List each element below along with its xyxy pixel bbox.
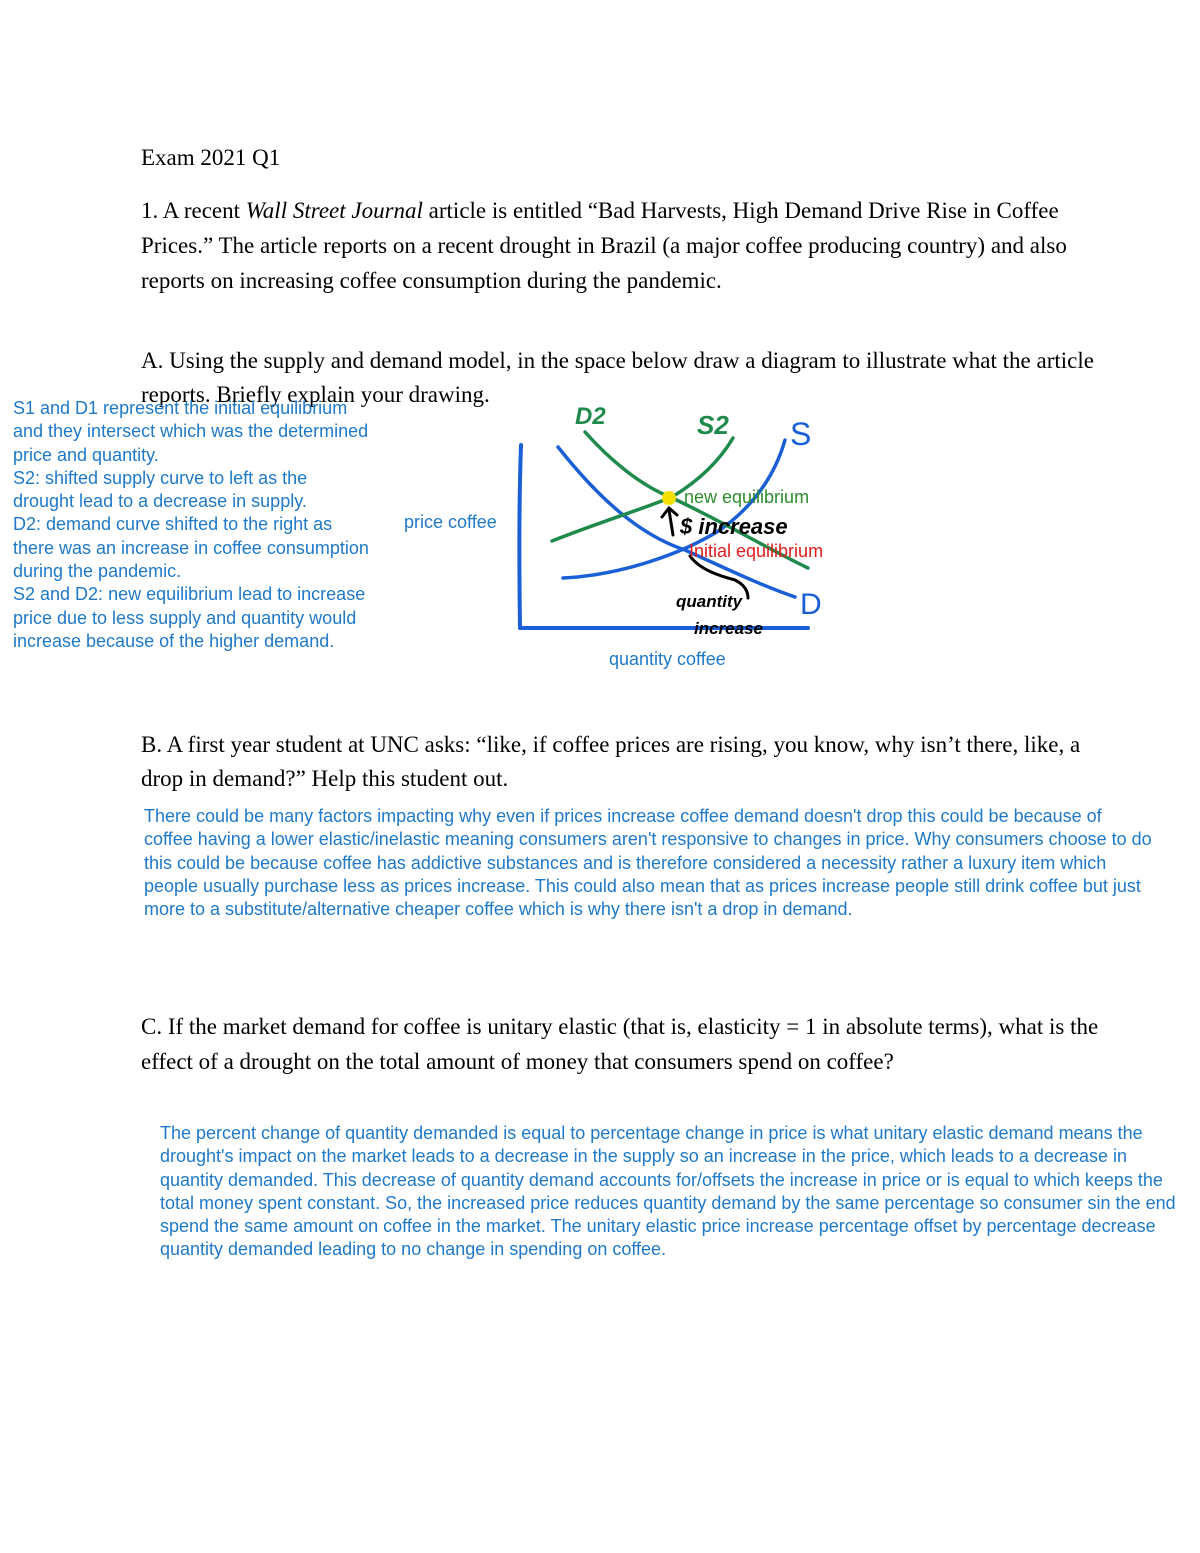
s2-label: S2: [697, 410, 729, 440]
question-1-prefix: 1. A recent: [141, 198, 246, 223]
s-label: S: [790, 416, 812, 452]
part-b-answer: There could be many factors impacting why even if prices increase coffee demand doesn't drop this could be because of coffee having a lower elastic/inelastic meaning consumers aren't responsive to changes in price. Why consumers choose to do this could be because coffee has addictive substances and is therefore considered a necessity rather a luxury item which people usually purchase less as prices increase. This could also mean that as prices increase people still drink coffee but just more to a substitute/alternative cheaper coffee which is why there isn't a drop in demand.: [144, 806, 1152, 920]
y-axis: [519, 445, 521, 628]
price-increase-arrow: [662, 508, 677, 535]
initial-equilibrium-label: Initial equilibrium: [689, 541, 824, 561]
part-a-answer-line: S1 and D1 represent the initial equilibrium and they intersect which was the determined price and quantity.: [13, 398, 369, 465]
part-a-answer: [13, 397, 373, 653]
part-c-answer: The percent change of quantity demanded is equal to percentage change in price is what unitary elastic demand means the drought's impact on the market leads to a decrease in the supply so an increase in the price, which leads to a decrease in quantity demanded. This decrease of quantity demand accounts for/offsets the increase in price or is equal to which keeps the total money spent constant. So, the increased price reduces quantity demand by the same percentage so consumer sin the end spend the same amount on coffee in the market. The unitary elastic price increase percentage offset by percentage decrease quantity demanded leading to no change in spending on coffee.: [160, 1123, 1176, 1260]
y-axis-label: price coffee: [404, 512, 497, 532]
quantity-increase-label-1: quantity: [676, 592, 743, 611]
x-axis-label: quantity coffee: [609, 649, 726, 669]
new-equilibrium-label: new equilibrium: [684, 487, 810, 507]
page-title: Exam 2021 Q1: [141, 145, 281, 170]
newspaper-name: Wall Street Journal: [245, 198, 423, 223]
d2-label: D2: [575, 403, 606, 430]
question-c: C. If the market demand for coffee is unitary elastic (that is, elasticity = 1 in absolute terms), what is the effect of a drought on the total amount of money that consumers spend on coffee?: [141, 1014, 1099, 1074]
new-equilibrium-dot: [662, 491, 676, 505]
question-1-suffix: article is entitled “Bad Harvests, High Demand Drive Rise in Coffee Prices.” The article reports on a recent drought in Brazil (a major coffee producing country) and also reports on increasing coffee consumption during the pandemic.: [141, 198, 1067, 293]
question-b: B. A first year student at UNC asks: “like, if coffee prices are rising, you know, why isn’t there, like, a drop in demand?” Help this student out.: [141, 732, 1081, 791]
question-a: A. Using the supply and demand model, in the space below draw a diagram to illustrate what the article reports. Briefly explain your drawing.: [141, 348, 1094, 407]
quantity-increase-label-2: increase: [694, 619, 763, 638]
part-a-answer-line: D2: demand curve shifted to the right as there was an increase in coffee consumption during the pandemic.: [13, 514, 369, 582]
part-a-answer-line: S2: shifted supply curve to left as the drought lead to a decrease in supply.: [13, 467, 308, 512]
part-a-answer-line: S2 and D2: new equilibrium lead to increase price due to less supply and quantity would increase because of the higher demand.: [13, 584, 366, 651]
price-increase-label: $ increase: [680, 514, 788, 539]
d-label: D: [800, 588, 822, 621]
